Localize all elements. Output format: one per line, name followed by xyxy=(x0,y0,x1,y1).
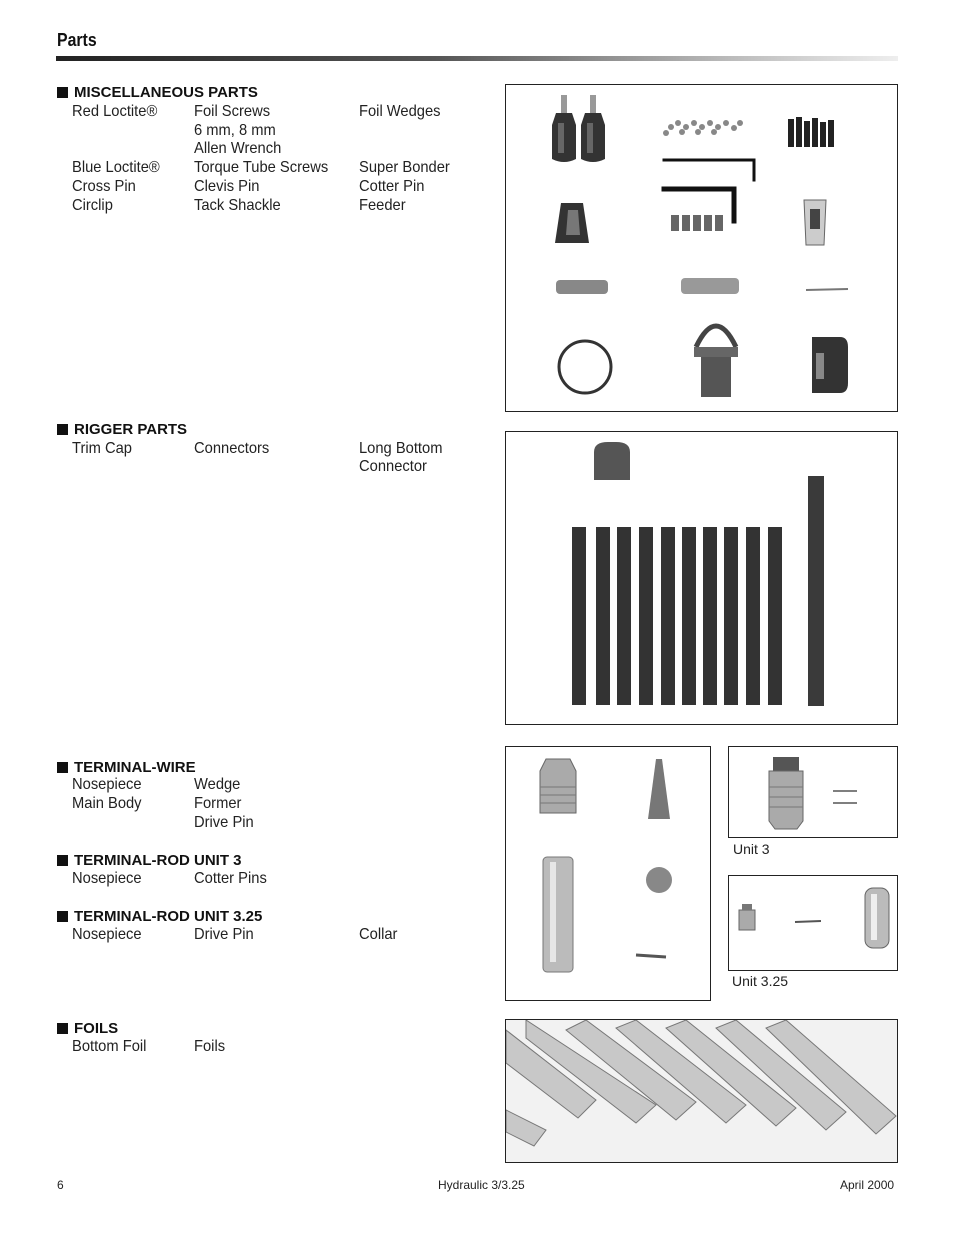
misc-parts-photo xyxy=(505,84,898,412)
unit-325-photo xyxy=(728,875,898,971)
nosepiece xyxy=(769,757,803,829)
nosepiece xyxy=(739,904,755,930)
part-label: Foil Wedges xyxy=(359,103,441,120)
part-label: Blue Loctite® xyxy=(72,159,160,176)
bullet-square-icon xyxy=(57,424,68,435)
part-label: Nosepiece xyxy=(72,776,142,793)
drive-pin xyxy=(636,955,666,957)
foil-wedges xyxy=(788,117,834,147)
misc-heading: MISCELLANEOUS PARTS xyxy=(57,84,258,101)
unit-3-caption: Unit 3 xyxy=(733,841,770,857)
collar xyxy=(865,888,889,948)
allen-wrenches xyxy=(664,160,754,221)
terminal-wire-photo xyxy=(505,746,711,1001)
main-body xyxy=(543,857,573,972)
loctite-bottles xyxy=(552,95,605,162)
nosepiece xyxy=(540,759,576,813)
rigger-parts-photo xyxy=(505,431,898,725)
clevis-pins xyxy=(556,278,848,294)
connectors xyxy=(572,527,782,705)
part-label: Drive Pin xyxy=(194,814,254,831)
part-label: Trim Cap xyxy=(72,440,132,457)
part-label: Bottom Foil xyxy=(72,1038,147,1055)
part-label: Foil Screws xyxy=(194,103,271,120)
cotter-pins xyxy=(833,791,857,803)
title-rule xyxy=(56,56,898,61)
part-label: Tack Shackle xyxy=(194,197,281,214)
part-label: Connectors xyxy=(194,440,270,457)
part-label: Super Bonder xyxy=(359,159,450,176)
page-number: 6 xyxy=(57,1178,64,1192)
part-label: Torque Tube Screws xyxy=(194,159,329,176)
feeder xyxy=(812,337,848,393)
part-label: Long Bottom xyxy=(359,440,443,457)
part-label: Former xyxy=(194,795,242,812)
bullet-square-icon xyxy=(57,1023,68,1034)
part-label: Allen Wrench xyxy=(194,140,282,157)
foils-photo xyxy=(505,1019,898,1163)
torque-tube-screws xyxy=(671,215,723,231)
part-label: Feeder xyxy=(359,197,406,214)
part-label: Drive Pin xyxy=(194,926,254,943)
unit-3-photo xyxy=(728,746,898,838)
part-label: Main Body xyxy=(72,795,142,812)
foil-screws xyxy=(663,120,743,136)
part-label: Clevis Pin xyxy=(194,178,260,195)
tack-shackle xyxy=(694,326,738,397)
part-label: Collar xyxy=(359,926,398,943)
bullet-square-icon xyxy=(57,911,68,922)
part-label: Nosepiece xyxy=(72,926,142,943)
footer-date: April 2000 xyxy=(840,1178,895,1192)
terminal-rod325-heading: TERMINAL-ROD UNIT 3.25 xyxy=(57,908,262,925)
part-label: Cotter Pin xyxy=(359,178,425,195)
part-label: Circlip xyxy=(72,197,113,214)
part-label: Cross Pin xyxy=(72,178,136,195)
part-label: Nosepiece xyxy=(72,870,142,887)
trim-cap xyxy=(594,442,630,480)
super-bonder xyxy=(804,200,826,245)
terminal-rod3-heading: TERMINAL-ROD UNIT 3 xyxy=(57,852,242,869)
footer-center: Hydraulic 3/3.25 xyxy=(438,1178,525,1192)
foils-heading: FOILS xyxy=(57,1020,118,1037)
drive-pin xyxy=(795,921,821,922)
bullet-square-icon xyxy=(57,855,68,866)
wedge xyxy=(648,759,670,819)
part-label: Foils xyxy=(194,1038,226,1055)
unit-325-caption: Unit 3.25 xyxy=(732,973,789,989)
long-bottom-connector xyxy=(808,476,824,706)
bullet-square-icon xyxy=(57,87,68,98)
part-label: Connector xyxy=(359,458,427,475)
part-label: 6 mm, 8 mm xyxy=(194,122,276,139)
part-label: Wedge xyxy=(194,776,241,793)
bullet-square-icon xyxy=(57,762,68,773)
cross-pin xyxy=(555,203,589,243)
rigger-heading: RIGGER PARTS xyxy=(57,421,187,438)
circlip xyxy=(559,341,611,393)
part-label: Red Loctite® xyxy=(72,103,158,120)
terminal-wire-heading: TERMINAL-WIRE xyxy=(57,759,196,776)
page-title: Parts xyxy=(57,30,97,50)
part-label: Cotter Pins xyxy=(194,870,267,887)
former xyxy=(646,867,672,893)
